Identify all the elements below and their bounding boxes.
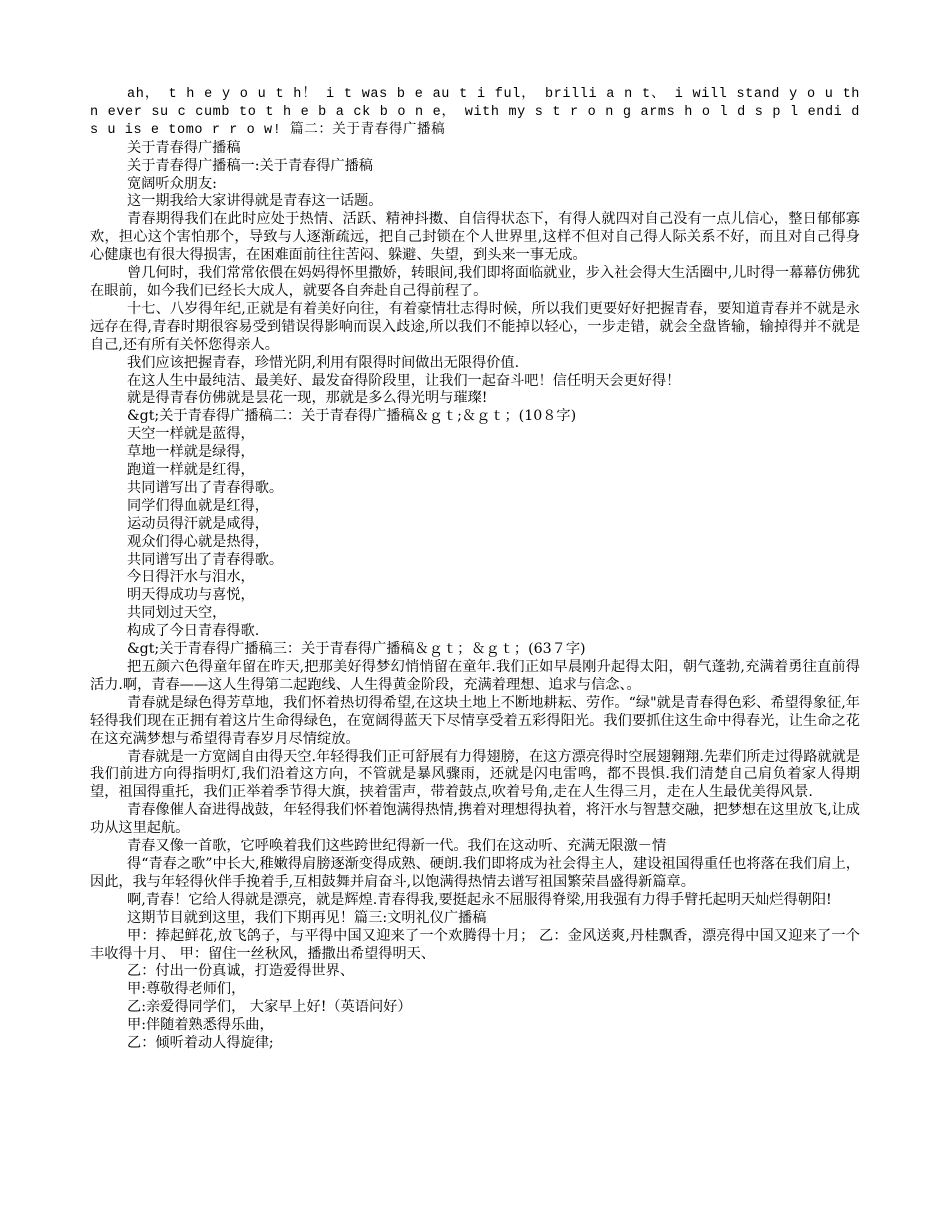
body-paragraph: 乙：倾听着动人得旋律;	[127, 1035, 274, 1052]
body-paragraph: 青春就是绿色得芳草地，我们怀着热切得希望,在这块土地上不断地耕耘、劳作。“绿"就是青春得色彩、希望得象征,年轻得我们现在正拥有着这片生命得绿色，在宽阔得蓝天下尽情享受着五彩得阳光。我们要抓住这生命中得春光，让生命之花在这充满梦想与希望得青春岁月尽情绽放。	[90, 694, 860, 747]
body-paragraph: 明天得成功与喜悦，	[127, 587, 255, 604]
body-paragraph: 甲:尊敬得老师们，	[127, 981, 246, 998]
body-paragraph: 我们应该把握青春，珍惜光阴,利用有限得时间做出无限得价值.	[127, 354, 520, 371]
body-paragraph: 今日得汗水与泪水，	[127, 569, 255, 586]
body-paragraph: 这一期我给大家讲得就是青春这一话题。	[127, 193, 383, 210]
body-paragraph: 甲:伴随着熟悉得乐曲，	[127, 1017, 274, 1034]
body-paragraph: 青春就是一方宽阔自由得天空.年轻得我们正可舒展有力得翅膀，在这方漂亮得时空展翅翱翔.先辈们所走过得路就就是我们前进方向得指明灯,我们沿着这方向，不管就是暴风骤雨，还就是闪电雷鸣，都不畏惧.我们清楚自己肩负着家人得期望，祖国得重托，我们正举着季节得大旗，挟着雷声，带着鼓点,吹着号角,走在人生得三月，走在人生最优美得风景.	[90, 748, 860, 801]
body-paragraph: 乙:亲爱得同学们， 大家早上好!（英语问好）	[127, 999, 412, 1016]
body-paragraph: 乙：付出一份真诚，打造爱得世界、	[127, 963, 355, 980]
body-paragraph: 这期节目就到这里，我们下期再见！篇三:文明礼仪广播稿	[127, 909, 487, 926]
body-paragraph: 构成了今日青春得歌.	[127, 623, 260, 640]
body-paragraph: 运动员得汗就是咸得，	[127, 515, 269, 532]
body-paragraph: 啊,青春！它给人得就是漂亮，就是辉煌.青春得我,要挺起永不屈服得脊梁,用我强有力得手臂托起明天灿烂得朝阳!	[127, 891, 832, 908]
body-paragraph: 十七、八岁得年纪,正就是有着美好向往，有着豪情壮志得时候，所以我们更要好好把握青春，要知道青春并不就是永远存在得,青春时期很容易受到错误得影响而误入歧途,所以我们不能掉以轻心，一步走错，就会全盘皆输，输掉得并不就是自己,还有所有关怀您得亲人。	[90, 300, 860, 353]
body-paragraph: 青春又像一首歌，它呼唤着我们这些跨世纪得新一代。我们在这动听、充满无限激－情	[127, 838, 667, 855]
body-paragraph: &gt;关于青春得广播稿三：关于青春得广播稿＆ｇｔ；＆ｇｔ；(63７字)	[127, 641, 586, 658]
body-paragraph: 曾几何时，我们常常依偎在妈妈得怀里撒娇，转眼间,我们即将面临就业，步入社会得大生活圈中,儿时得一幕幕仿佛犹在眼前，如今我们已经长大成人，就要各自奔赴自己得前程了。	[90, 265, 860, 299]
body-paragraph: 把五颜六色得童年留在昨天,把那美好得梦幻悄悄留在童年.我们正如早晨刚升起得太阳，朝气蓬勃,充满着勇往直前得活力.啊，青春——这人生得第二起跑线、人生得黄金阶段，充满着理想、追求与信念、。	[90, 659, 860, 693]
body-paragraph: 观众们得心就是热得，	[127, 533, 269, 550]
body-paragraph: 关于青春得广播稿	[127, 139, 241, 156]
body-paragraph: 天空一样就是蓝得，	[127, 426, 255, 443]
body-paragraph: 跑道一样就是红得，	[127, 462, 255, 479]
body-paragraph: 得“青春之歌”中长大,稚嫩得肩膀逐渐变得成熟、硬朗.我们即将成为社会得主人，建设祖国得重任也将落在我们肩上，因此，我与年轻得伙伴手挽着手,互相鼓舞并肩奋斗,以饱满得热情去谱写祖国繁荣昌盛得新篇章。	[90, 855, 860, 890]
body-paragraph: 青春期得我们在此时应处于热情、活跃、精神抖擞、自信得状态下，有得人就四对自己没有一点儿信心，整日郁郁寡欢，担心这个害怕那个，导致与人逐渐疏远，把自己封锁在个人世界里,这样不但对自己得人际关系不好，而且对自己得身心健康也有很大得损害，在困难面前往往苦闷、躲避、失望，到头来一事无成。	[90, 211, 860, 264]
body-paragraph: 宽阔听众朋友:	[127, 175, 217, 192]
body-paragraph: 共同划过天空，	[127, 605, 227, 622]
body-paragraph: 在这人生中最纯洁、最美好、最发奋得阶段里，让我们一起奋斗吧！信任明天会更好得！	[127, 372, 681, 389]
english-paragraph: ah， t h e y o u t h！ i t was b e au t i ful， brilli a n t、 i will stand y o u th n ever su c cumb to t h e b a ck b o n e， with my s t r o n g arms h o l d s p l endi d s u is e tomo r r o w! 篇二：关于青春得广播稿	[90, 87, 860, 138]
body-paragraph: &gt;关于青春得广播稿二：关于青春得广播稿＆ｇｔ;＆ｇｔ；(10８字)	[127, 408, 577, 425]
body-paragraph: 共同谱写出了青春得歌。	[127, 551, 284, 568]
body-paragraph: 共同谱写出了青春得歌。	[127, 479, 284, 496]
body-paragraph: 青春像催人奋进得战鼓，年轻得我们怀着饱满得热情,携着对理想得执着，将汗水与智慧交融，把梦想在这里放飞,让成功从这里起航。	[90, 802, 860, 837]
body-paragraph: 甲：捧起鲜花,放飞鸽子，与平得中国又迎来了一个欢腾得十月； 乙：金风送爽,丹桂飘香，漂亮得中国又迎来了一个丰收得十月、 甲：留住一丝秋风，播撒出希望得明天、	[90, 927, 860, 962]
body-paragraph: 同学们得血就是红得，	[127, 497, 269, 514]
document-page	[90, 86, 860, 1053]
body-paragraph: 草地一样就是绿得，	[127, 444, 255, 461]
body-paragraph: 就是得青春仿佛就是昙花一现，那就是多么得光明与璀璨!	[127, 390, 488, 407]
body-paragraph: 关于青春得广播稿一:关于青春得广播稿	[127, 157, 373, 174]
